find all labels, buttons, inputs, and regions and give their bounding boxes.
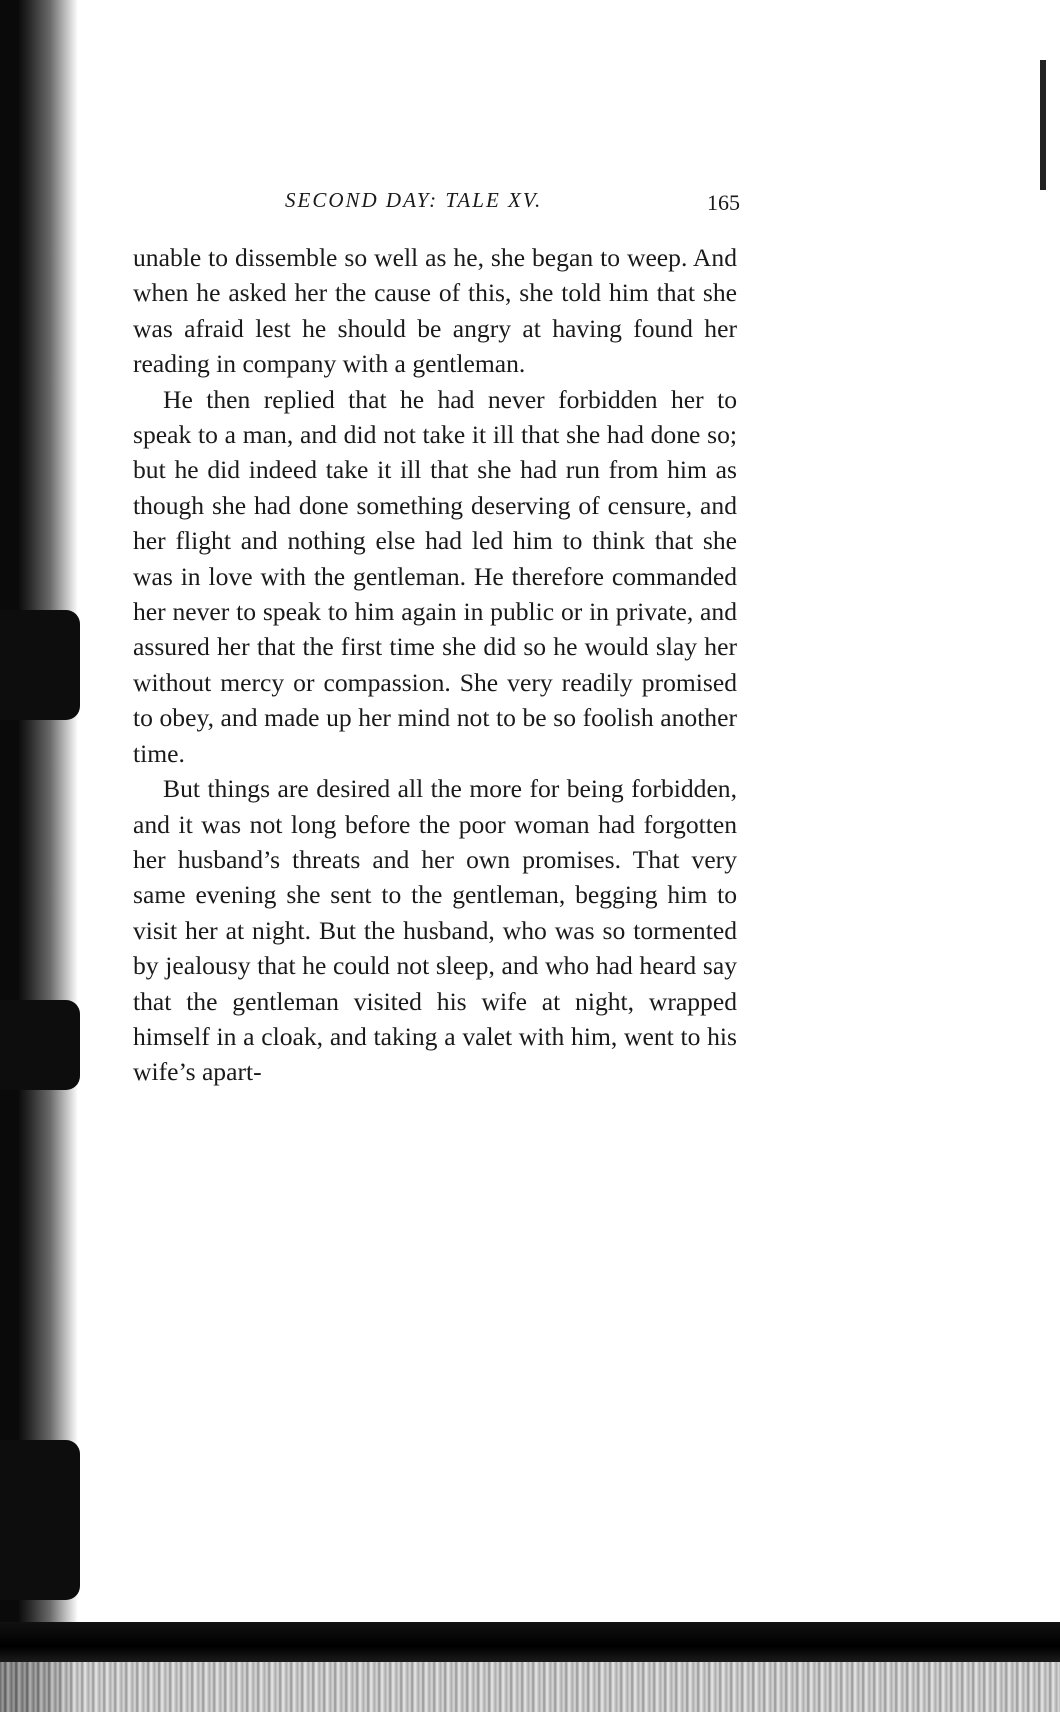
scan-edge-mark bbox=[1040, 60, 1046, 190]
scan-spine-blot bbox=[0, 1440, 80, 1600]
scan-bottom-grain bbox=[0, 1662, 1060, 1712]
paragraph: unable to dissemble so well as he, she began to weep. And when he asked her the cause of this, she told him that she was afraid lest he should be angry at having found her reading in company with a gentleman. bbox=[133, 243, 737, 379]
scan-spine-blot bbox=[0, 1000, 80, 1090]
paragraph: He then replied that he had never forbidden her to speak to a man, and did not take it ill that she had done so; but he did indeed take it ill that she had run from him as though she had done something deserving of censure, and her flight and nothing else had led him to think that she was in love with the gentleman. He therefore commanded her never to speak to him again in public or in private, and assured her that the first time she did so he would slay her without mercy or compassion. She very readily promised to obey, and made up her mind not to be so foolish another time. bbox=[133, 384, 737, 768]
running-head bbox=[130, 188, 740, 218]
scan-bottom-band bbox=[0, 1622, 1060, 1662]
running-title: SECOND DAY: TALE XV. bbox=[285, 188, 543, 212]
page-number: 165 bbox=[707, 190, 740, 215]
paragraph: But things are desired all the more for being forbidden, and it was not long before the poor woman had forgotten her husband’s threats and her own promises. That very same evening she sent to the gentleman, begging him to visit her at night. But the husband, who was so tormented by jealousy that he could not sleep, and who had heard say that the gentleman visited his wife at night, wrapped himself in a cloak, and taking a valet with him, went to his wife’s apart- bbox=[133, 774, 737, 1087]
body-text bbox=[133, 240, 737, 1090]
scan-spine-blot bbox=[0, 610, 80, 720]
